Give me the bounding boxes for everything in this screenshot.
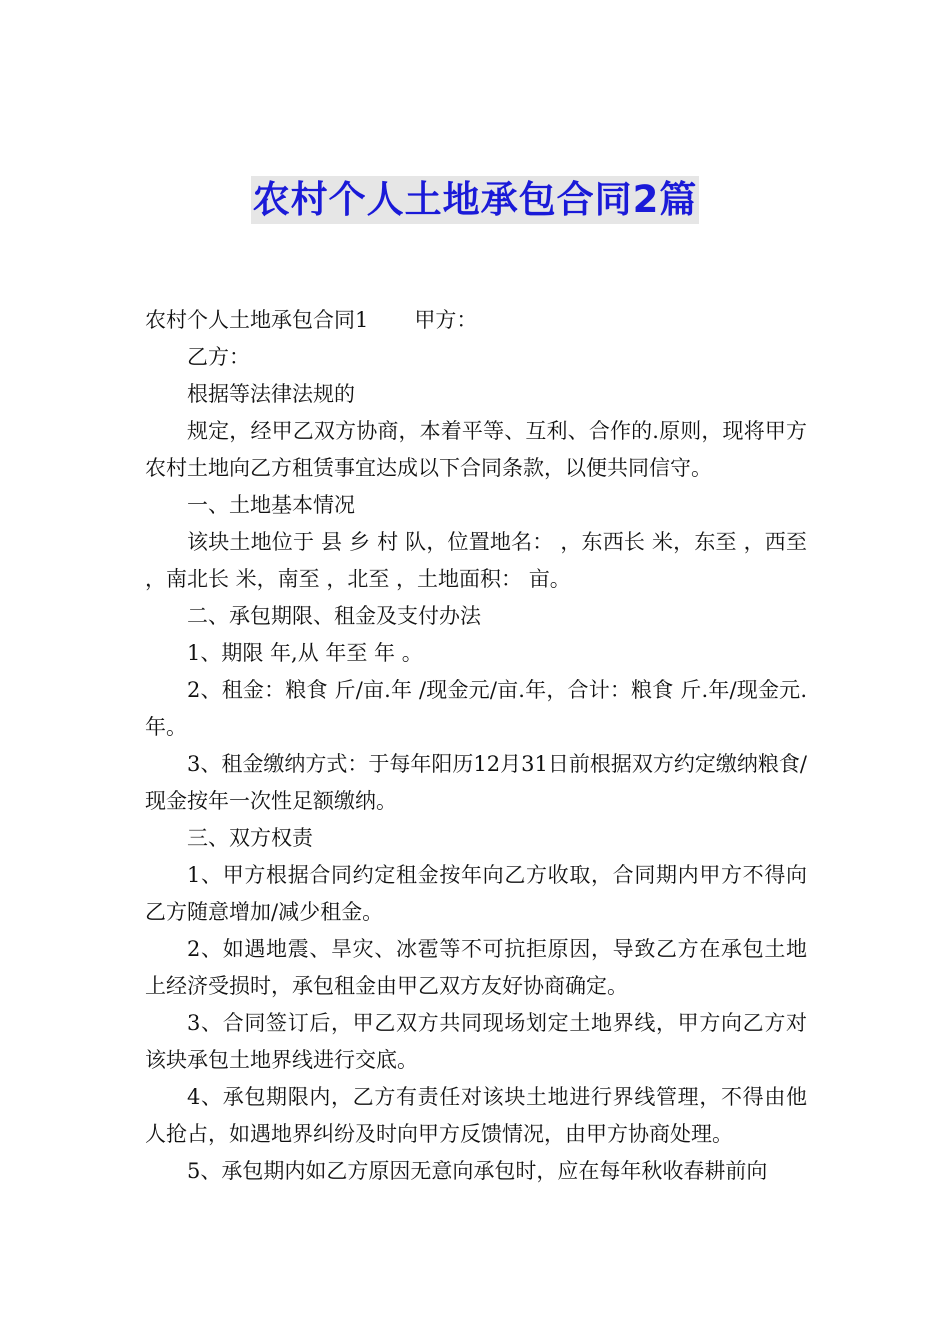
party-a-label: 甲方： bbox=[414, 308, 478, 332]
paragraph: 根据等法律法规的 bbox=[187, 382, 355, 406]
clause: 3、合同签订后，甲乙双方共同现场划定土地界线，甲方向乙方对该块承包土地界线进行交底。 bbox=[145, 1011, 807, 1072]
document-body bbox=[145, 302, 807, 1190]
paragraph: 该块土地位于 县 乡 村 队，位置地名： ，东西长 米，东至 ，西至 ，南北长 米，南至 ，北至 ，土地面积： 亩。 bbox=[145, 530, 807, 591]
document-title: 农村个人土地承包合同2篇 bbox=[251, 176, 700, 224]
clause: 3、租金缴纳方式：于每年阳历12月31日前根据双方约定缴纳粮食/现金按年一次性足额缴纳。 bbox=[145, 752, 807, 813]
clause: 5、承包期内如乙方原因无意向承包时，应在每年秋收春耕前向 bbox=[187, 1159, 768, 1183]
party-b-label: 乙方： bbox=[187, 345, 250, 369]
clause: 4、承包期限内，乙方有责任对该块土地进行界线管理，不得由他人抢占，如遇地界纠纷及时向甲方反馈情况，由甲方协商处理。 bbox=[145, 1085, 807, 1146]
clause: 2、租金：粮食 斤/亩.年 /现金元/亩.年，合计：粮食 斤.年/现金元.年。 bbox=[145, 678, 807, 739]
clause: 2、如遇地震、旱灾、冰雹等不可抗拒原因，导致乙方在承包土地上经济受损时，承包租金由甲乙双方友好协商确定。 bbox=[145, 937, 807, 998]
section-heading: 一、土地基本情况 bbox=[187, 493, 355, 517]
clause: 1、甲方根据合同约定租金按年向乙方收取，合同期内甲方不得向乙方随意增加/减少租金。 bbox=[145, 863, 807, 924]
paragraph: 规定，经甲乙双方协商，本着平等、互利、合作的.原则，现将甲方农村土地向乙方租赁事宜达成以下合同条款，以便共同信守。 bbox=[145, 419, 807, 480]
section-heading: 三、双方权责 bbox=[187, 826, 313, 850]
title-wrapper bbox=[0, 176, 950, 224]
section-heading: 二、承包期限、租金及支付办法 bbox=[187, 604, 481, 628]
clause: 1、期限 年,从 年至 年 。 bbox=[187, 641, 423, 665]
contract-subtitle: 农村个人土地承包合同1 bbox=[145, 308, 369, 332]
contract-heading-line bbox=[145, 302, 807, 339]
